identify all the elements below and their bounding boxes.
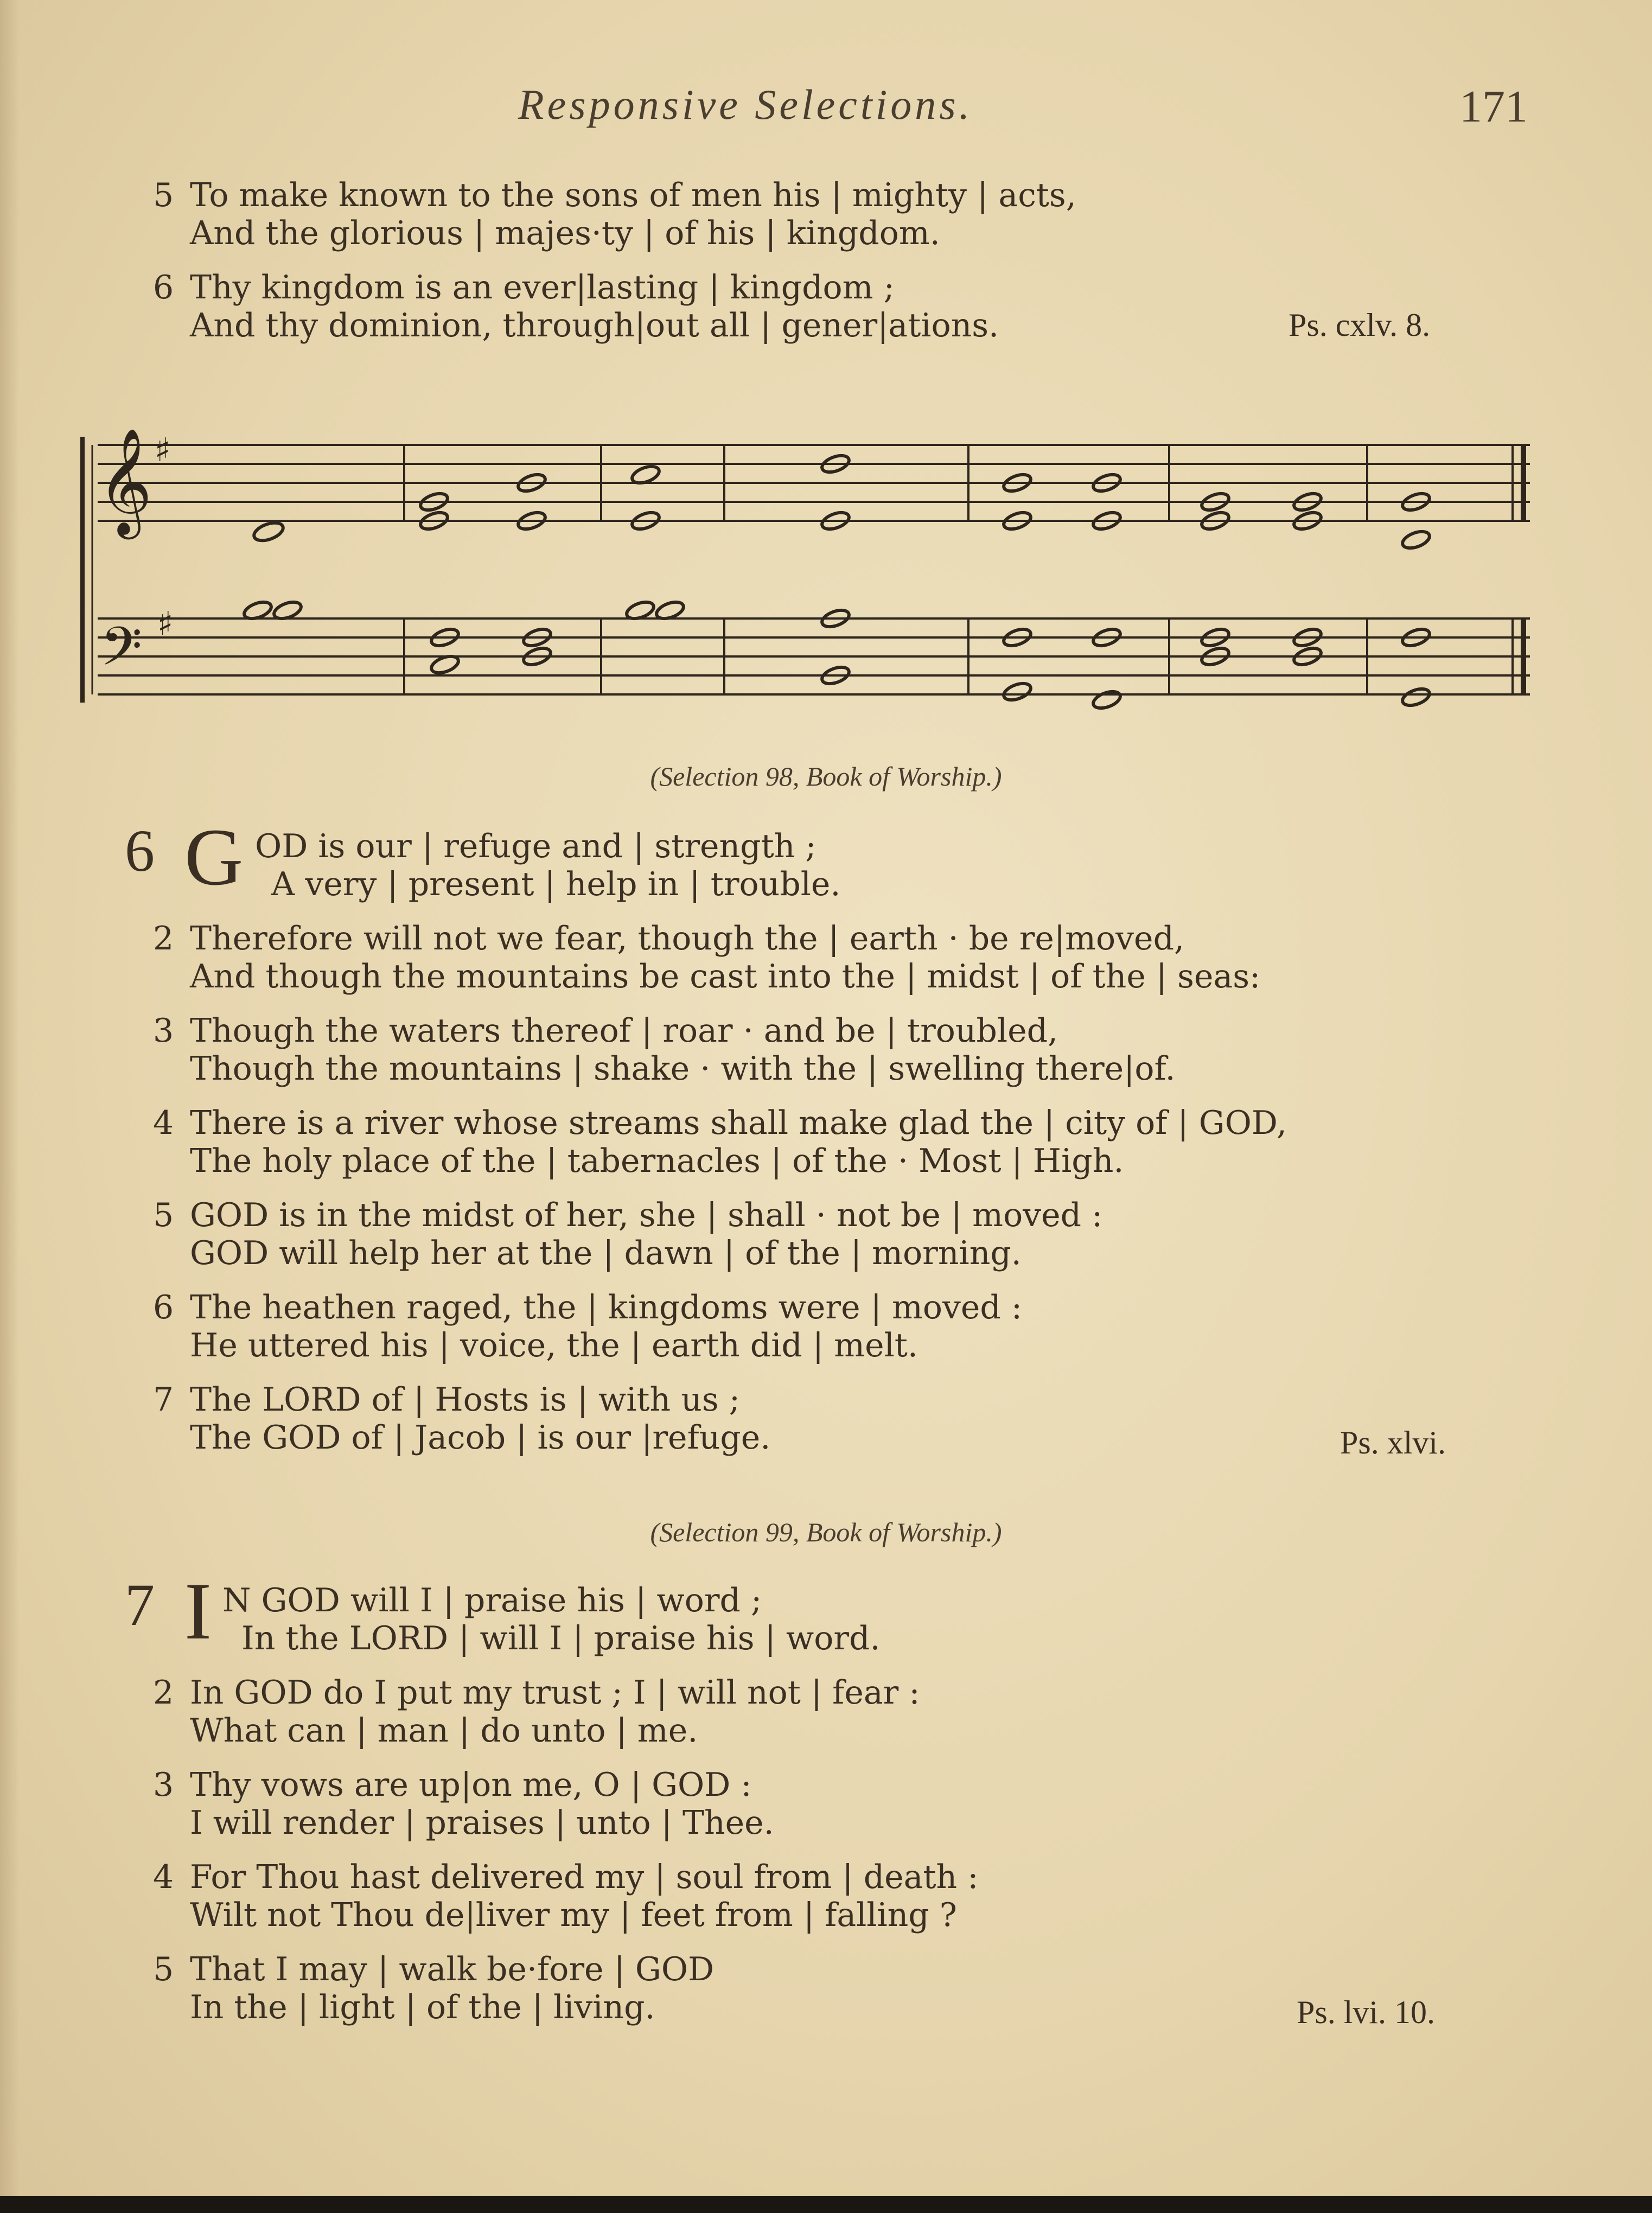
verse — [0, 1766, 1652, 1858]
drop-cap: I — [184, 1566, 212, 1656]
verse-number: 2 — [153, 920, 174, 958]
verse-line: The GOD of | Jacob | is our |refuge. — [190, 1419, 771, 1457]
page-number: 171 — [1459, 81, 1528, 132]
verse-line: He uttered his | voice, the | earth did | melt. — [190, 1326, 918, 1364]
verse-number: 5 — [153, 176, 174, 214]
verse-line: Thy vows are up|on me, O | GOD : — [190, 1766, 752, 1804]
psalm-reference: Ps. lvi. 10. — [1297, 1994, 1436, 2030]
verse — [0, 1858, 1652, 1950]
verse-line: A very | present | help in | trouble. — [271, 865, 841, 903]
selection-number: 6 — [125, 818, 155, 884]
verse-line: And the glorious | majes·ty | of his | kingdom. — [190, 214, 940, 252]
treble-staff — [98, 445, 1530, 521]
verse-line: Therefore will not we fear, though the | earth · be re|moved, — [190, 920, 1185, 958]
selection-number: 7 — [125, 1572, 155, 1638]
verse-line: The heathen raged, the | kingdoms were | moved : — [190, 1289, 1023, 1326]
verse-line: N GOD will I | praise his | word ; — [222, 1581, 762, 1619]
verse-line: In the LORD | will I | praise his | word. — [241, 1619, 881, 1657]
verse-line: The LORD of | Hosts is | with us ; — [190, 1381, 740, 1419]
page-header — [0, 80, 1652, 140]
verse-line: To make known to the sons of men his | mighty | acts, — [190, 176, 1076, 214]
verse-number: 6 — [153, 269, 174, 307]
verse-number: 6 — [153, 1289, 174, 1326]
verse — [0, 1104, 1652, 1196]
verse-line: In GOD do I put my trust ; I | will not | fear : — [190, 1674, 920, 1712]
verse-line: OD is our | refuge and | strength ; — [255, 827, 817, 865]
verse-line: And thy dominion, through|out all | gener|ations. — [190, 307, 999, 345]
verse-line: GOD is in the midst of her, she | shall · not be | moved : — [190, 1196, 1103, 1234]
verse-number: 2 — [153, 1674, 174, 1712]
verse-number: 5 — [153, 1950, 174, 1988]
selection-6-verses — [0, 920, 1652, 1473]
verse-line: Though the waters thereof | roar · and be | troubled, — [190, 1012, 1058, 1050]
verse-line: Though the mountains | shake · with the | swelling there|of. — [190, 1050, 1176, 1088]
verse — [0, 1012, 1652, 1104]
verse-line: In the | light | of the | living. — [190, 1988, 655, 2026]
verse — [0, 1196, 1652, 1289]
verse — [0, 920, 1652, 1012]
verse-number: 3 — [153, 1012, 174, 1050]
verse-line: What can | man | do unto | me. — [190, 1712, 698, 1750]
verse-line: GOD will help her at the | dawn | of the | morning. — [190, 1234, 1022, 1272]
chant-score — [76, 404, 1541, 741]
page-bottom-edge — [0, 2196, 1652, 2213]
verse-number: 7 — [153, 1381, 174, 1419]
verse-number: 4 — [153, 1104, 174, 1142]
verse-line: For Thou hast delivered my | soul from | death : — [190, 1858, 979, 1896]
verse — [0, 1674, 1652, 1766]
verse-number: 3 — [153, 1766, 174, 1804]
selection-caption: (Selection 99, Book of Worship.) — [650, 1517, 1002, 1547]
bass-clef-icon: 𝄢 — [100, 616, 143, 691]
verse — [0, 1289, 1652, 1381]
drop-cap: G — [184, 812, 244, 902]
psalm-reference: Ps. cxlv. 8. — [1289, 307, 1431, 343]
verse-line: There is a river whose streams shall make glad the | city of | GOD, — [190, 1104, 1287, 1142]
verse-number: 5 — [153, 1196, 174, 1234]
sharp-icon: ♯ — [157, 605, 174, 643]
verse-line: That I may | walk be·fore | GOD — [190, 1950, 715, 1988]
verse-line: The holy place of the | tabernacles | of the · Most | High. — [190, 1142, 1124, 1180]
verse-line: I will render | praises | unto | Thee. — [190, 1804, 774, 1842]
verse-line: Thy kingdom is an ever|lasting | kingdom ; — [190, 269, 895, 307]
verse-line: And though the mountains be cast into the | midst | of the | seas: — [190, 958, 1261, 996]
treble-clef-icon: 𝄞 — [98, 428, 152, 535]
sharp-icon: ♯ — [155, 431, 171, 469]
selection-caption: (Selection 98, Book of Worship.) — [650, 761, 1002, 792]
running-title: Responsive Selections. — [518, 81, 973, 128]
selection-7-verses — [0, 1674, 1652, 2043]
psalm-reference: Ps. xlvi. — [1340, 1425, 1446, 1461]
verse-line: Wilt not Thou de|liver my | feet from | falling ? — [190, 1896, 957, 1934]
verse-number: 4 — [153, 1858, 174, 1896]
verse — [0, 176, 1652, 269]
